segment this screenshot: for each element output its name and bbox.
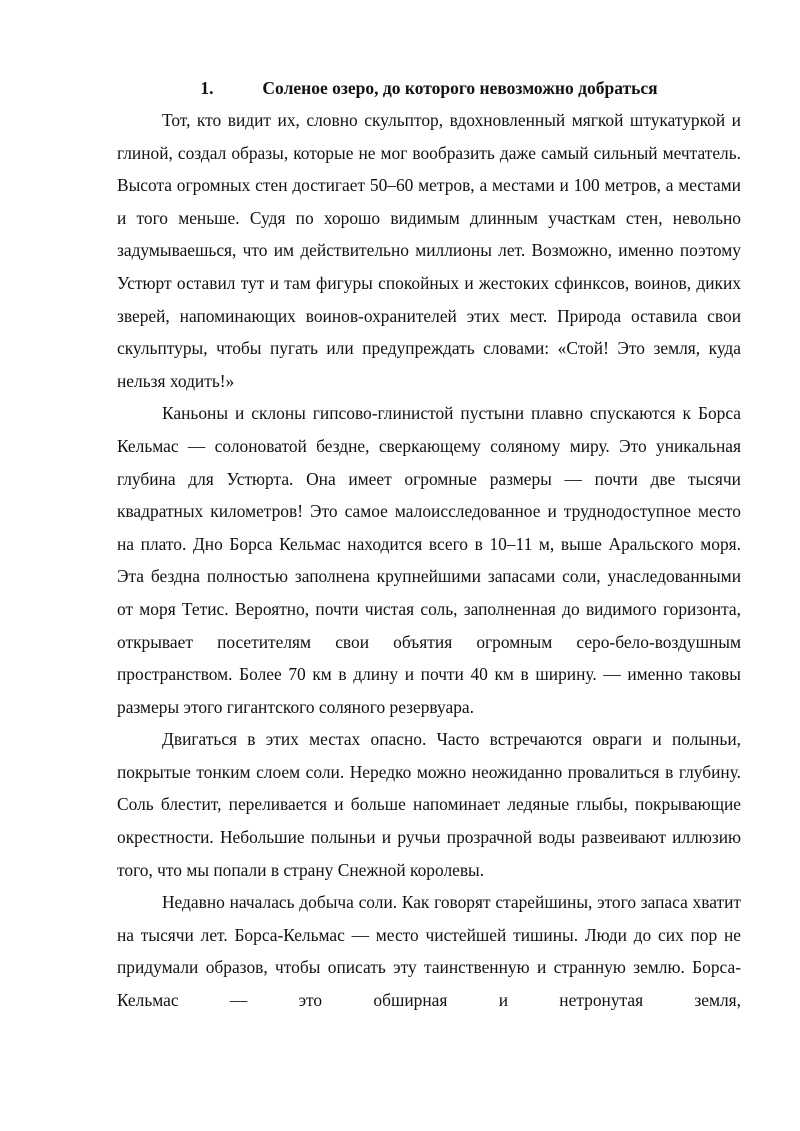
section-title: Соленое озеро, до которого невозможно добраться [262,78,658,98]
section-number: 1. [200,78,214,98]
paragraph-1: Тот, кто видит их, словно скульптор, вдохновленный мягкой штукатуркой и глиной, создал образы, которые не мог вообразить даже самый сильный мечтатель. Высота огромных стен достигает 50–60 метров, а местами и 100 метров, а местами и того меньше. Судя по хорошо видимым длинным участкам стен, невольно задумываешься, что им действительно миллионы лет. Возможно, именно поэтому Устюрт оставил тут и там фигуры спокойных и жестоких сфинксов, воинов, диких зверей, напоминающих воинов-охранителей этих мест. Природа оставила свои скульптуры, чтобы пугать или предупреждать словами: «Стой! Это земля, куда нельзя ходить!» [117,110,741,391]
paragraph-3: Двигаться в этих местах опасно. Часто встречаются овраги и полыньи, покрытые тонким слоем соли. Нередко можно неожиданно провалиться в глубину. Соль блестит, переливается и больше напоминает ледяные глыбы, покрывающие окрестности. Небольшие полыньи и ручьи прозрачной воды развеивают иллюзию того, что мы попали в страну Снежной королевы. [117,729,741,880]
section-heading [117,72,741,104]
paragraph-4: Недавно началась добыча соли. Как говорят старейшины, этого запаса хватит на тысячи лет. Борса-Кельмас — место чистейшей тишины. Люди до сих пор не придумали образов, чтобы описать эту таинственную и странную землю. Борса-Кельмас — это обширная и нетронутая земля, [117,892,741,1011]
document-page [117,72,741,1017]
paragraph-2: Каньоны и склоны гипсово-глинистой пустыни плавно спускаются к Борса Кельмас — солоноватой бездне, сверкающему соляному миру. Это уникальная глубина для Устюрта. Она имеет огромные размеры — почти две тысячи квадратных километров! Это самое малоисследованное и труднодоступное место на плато. Дно Борса Кельмас находится всего в 10–11 м, выше Аральского моря. Эта бездна полностью заполнена крупнейшими запасами соли, унаследованными от моря Тетис. Вероятно, почти чистая соль, заполненная до видимого горизонта, открывает посетителям свои объятия огромным серо-бело-воздушным пространством. Более 70 км в длину и почти 40 км в ширину. — именно таковы размеры этого гигантского соляного резервуара. [117,403,741,717]
